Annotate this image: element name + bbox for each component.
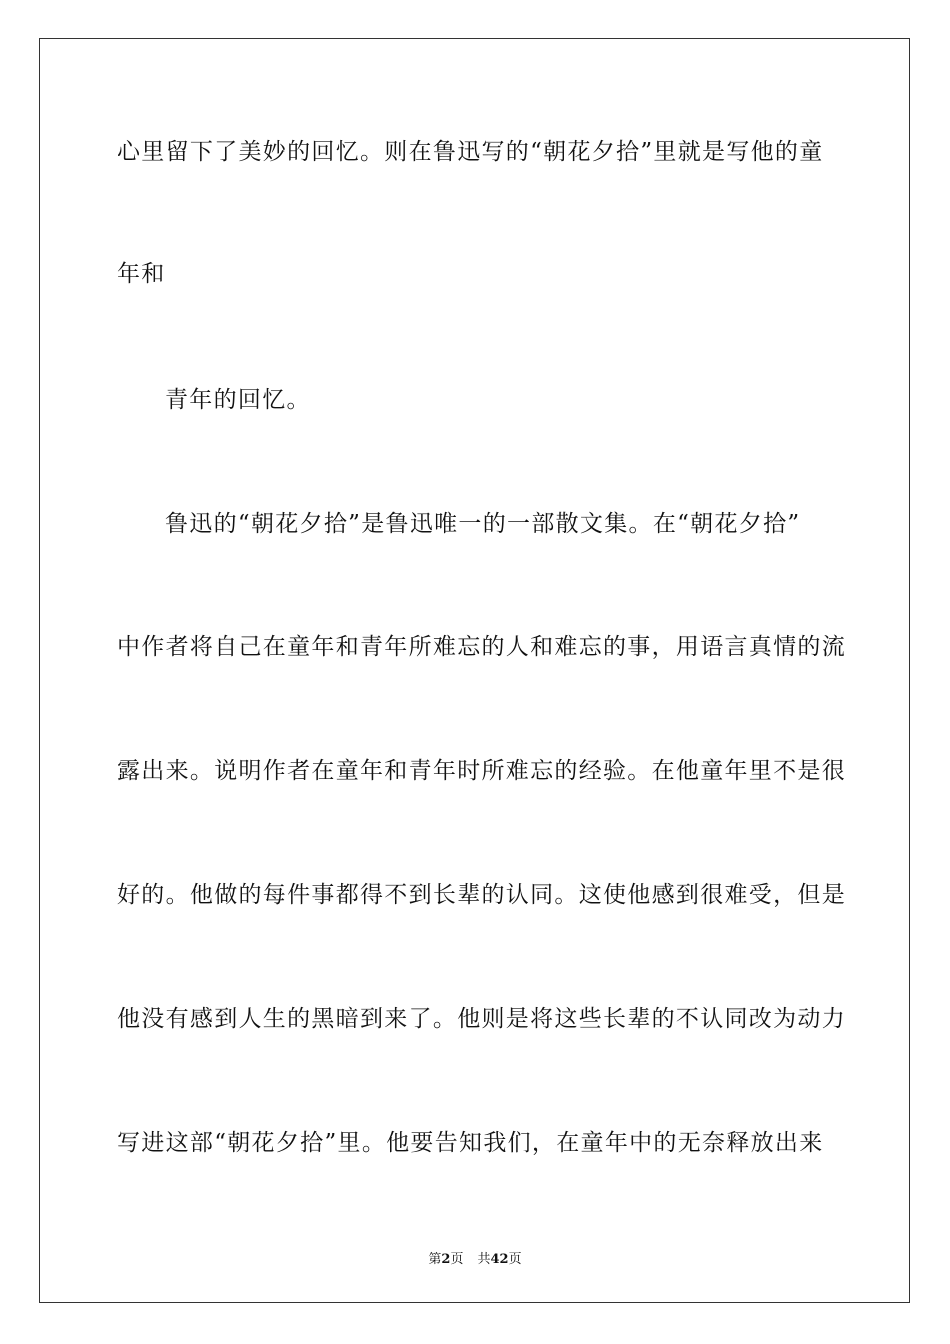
body-text-line-5: 中作者将自己在童年和青年所难忘的人和难忘的事，用语言真情的流 [117,634,846,660]
body-text-line-3: 青年的回忆。 [165,387,311,413]
body-text-line-7: 好的。他做的每件事都得不到长辈的认同。这使他感到很难受，但是 [117,882,846,908]
footer-total-prefix: 共 [477,1252,491,1267]
footer-page-suffix: 页 [450,1252,464,1267]
page-footer [0,1248,950,1267]
footer-page-number: 2 [441,1252,451,1267]
footer-page-prefix: 第 [428,1252,442,1267]
body-text-line-6: 露出来。说明作者在童年和青年时所难忘的经验。在他童年里不是很 [117,758,846,784]
body-text-line-9: 写进这部“朝花夕拾”里。他要告知我们，在童年中的无奈释放出来 [117,1130,824,1156]
footer-total-suffix: 页 [508,1252,522,1267]
page-border [39,38,910,1303]
body-text-line-2: 年和 [117,261,166,287]
body-text-line-8: 他没有感到人生的黑暗到来了。他则是将这些长辈的不认同改为动力 [117,1006,846,1032]
footer-total-pages: 42 [490,1252,509,1267]
body-text-line-1: 心里留下了美妙的回忆。则在鲁迅写的“朝花夕拾”里就是写他的童 [117,139,824,165]
body-text-line-4: 鲁迅的“朝花夕拾”是鲁迅唯一的一部散文集。在“朝花夕拾” [165,511,801,537]
